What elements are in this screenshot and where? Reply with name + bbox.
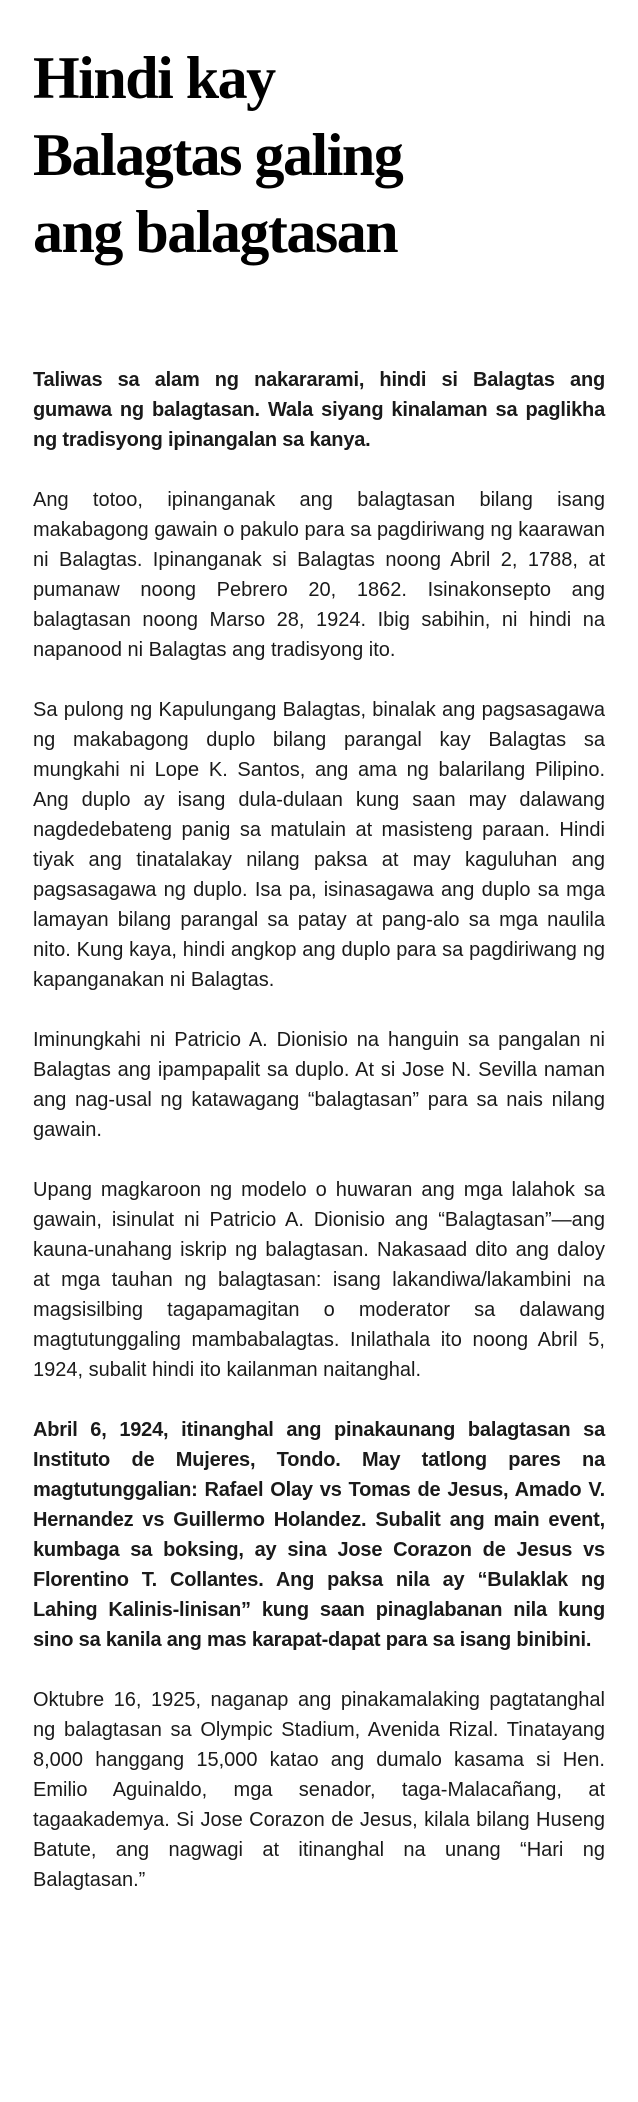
article-title-line: Hindi kay: [33, 45, 275, 111]
article-title-line: ang balagtasan: [33, 199, 398, 265]
paragraph-emphasized: Taliwas sa alam ng nakararami, hindi si Balagtas ang gumawa ng balagtasan. Wala siyang kinalaman sa paglikha ng tradisyong ipinangalan sa kanya.: [33, 369, 605, 451]
article-title: [33, 40, 605, 271]
article-title-line: Balagtas galing: [33, 122, 403, 188]
paragraph: Upang magkaroon ng modelo o huwaran ang mga lalahok sa gawain, isinulat ni Patricio A. Dionisio ang “Balagtasan”—ang kauna-unahang iskrip ng balagtasan. Nakasaad dito ang daloy at mga tauhan ng balagtasan: isang lakandiwa/lakambini na magsisilbing tagapamagitan o moderator sa dalawang magtutunggaling mambabalagtas. Inilathala ito noong Abril 5, 1924, subalit hindi ito kailanman naitanghal.: [33, 1179, 605, 1381]
paragraph: Oktubre 16, 1925, naganap ang pinakamalaking pagtatanghal ng balagtasan sa Olympic Stadium, Avenida Rizal. Tinatayang 8,000 hanggang 15,000 katao ang dumalo kasama si Hen. Emilio Aguinaldo, mga senador, taga-Malacañang, at tagaakademya. Si Jose Corazon de Jesus, kilala bilang Huseng Batute, ang nagwagi at itinanghal na unang “Hari ng Balagtasan.”: [33, 1689, 605, 1891]
paragraph: Iminungkahi ni Patricio A. Dionisio na hanguin sa pangalan ni Balagtas ang ipampapalit sa duplo. At si Jose N. Sevilla naman ang nag-usal ng katawagang “balagtasan” para sa nais nilang gawain.: [33, 1029, 605, 1141]
article-body: [33, 365, 605, 1895]
paragraph: Ang totoo, ipinanganak ang balagtasan bilang isang makabagong gawain o pakulo para sa pagdiriwang ng kaarawan ni Balagtas. Ipinanganak si Balagtas noong Abril 2, 1788, at pumanaw noong Pebrero 20, 1862. Isinakonsepto ang balagtasan noong Marso 28, 1924. Ibig sabihin, ni hindi na napanood ni Balagtas ang tradisyong ito.: [33, 489, 605, 661]
paragraph-emphasized: Abril 6, 1924, itinanghal ang pinakaunang balagtasan sa Instituto de Mujeres, Tondo. May tatlong pares na magtutunggalian: Rafael Olay vs Tomas de Jesus, Amado V. Hernandez vs Guillermo Holandez. Subalit ang main event, kumbaga sa boksing, ay sina Jose Corazon de Jesus vs Florentino T. Collantes. Ang paksa nila ay “Bulaklak ng Lahing Kalinis-linisan” kung saan pinaglabanan nila kung sino sa kanila ang mas karapat-dapat para sa isang binibini.: [33, 1419, 605, 1651]
paragraph: Sa pulong ng Kapulungang Balagtas, binalak ang pagsasagawa ng makabagong duplo bilang parangal kay Balagtas sa mungkahi ni Lope K. Santos, ang ama ng balarilang Pilipino. Ang duplo ay isang dula-dulaan kung saan may dalawang nagdedebateng panig sa matulain at masisteng paraan. Hindi tiyak ang tinatalakay nilang paksa at may kaguluhan ang pagsasagawa ng duplo. Isa pa, isinasagawa ang duplo sa mga lamayan bilang parangal sa patay at pang-alo sa mga naulila nito. Kung kaya, hindi angkop ang duplo para sa pagdiriwang ng kapanganakan ni Balagtas.: [33, 699, 605, 991]
paragraph-list: [33, 365, 605, 1895]
